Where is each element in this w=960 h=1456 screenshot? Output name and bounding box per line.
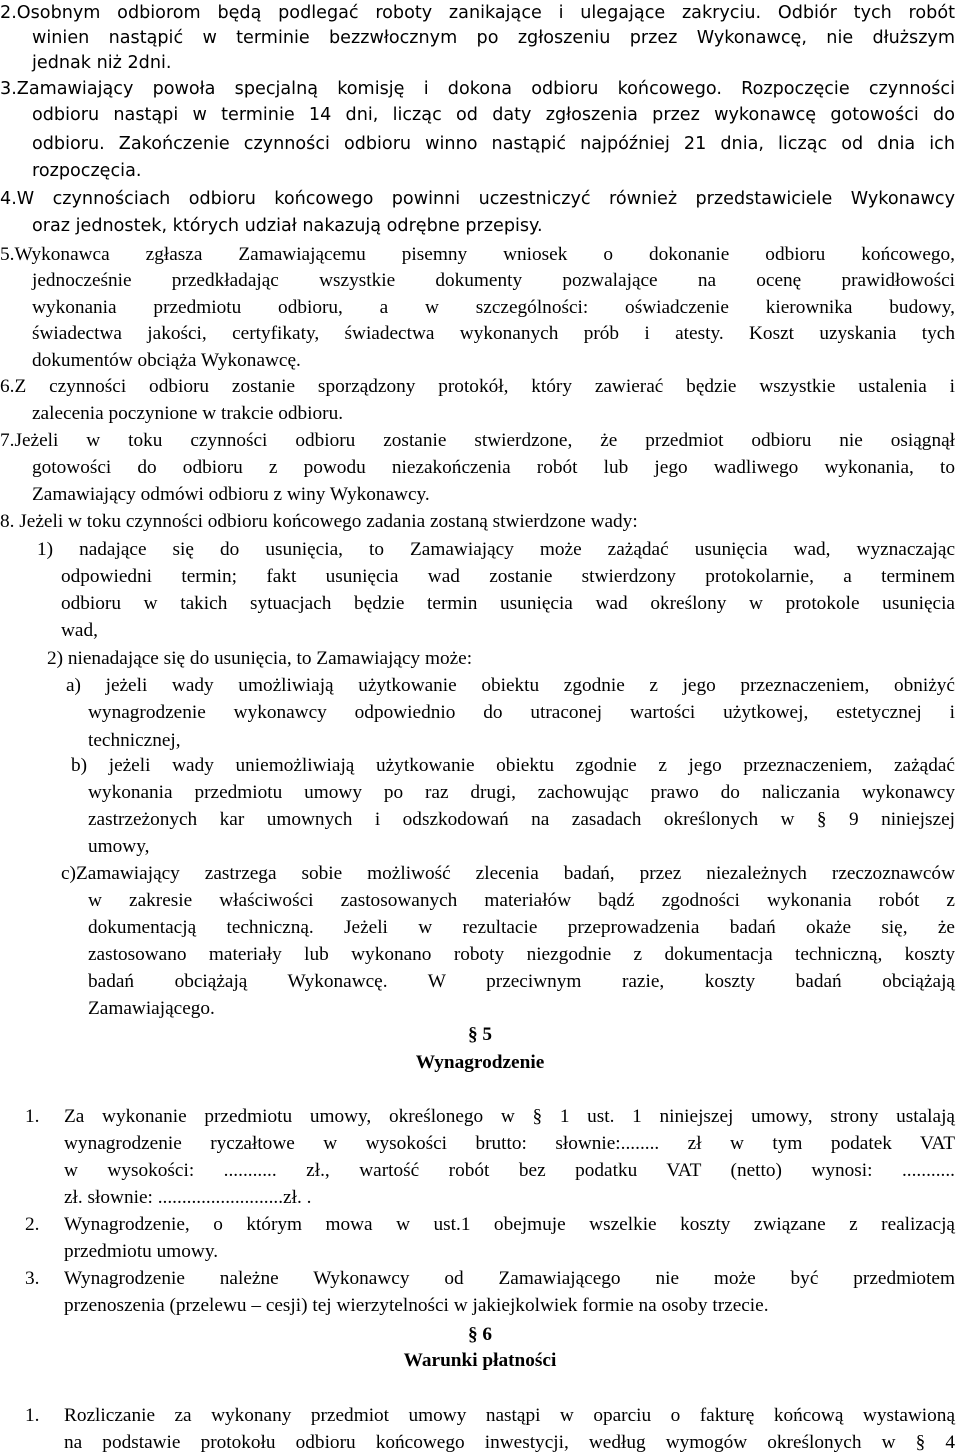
- s5-item-1-line-4: zł. słownie: ..........................zł. .: [64, 1187, 312, 1208]
- paragraph-2-line-1: 2.Osobnym odbiorom będą podlegać roboty zanikające i ulegające zakryciu. Odbiór tych robót: [0, 3, 955, 23]
- paragraph-3-line-3: odbioru. Zakończenie czynności odbioru winno nastąpić najpóźniej 21 dnia, licząc od dnia ich: [32, 134, 955, 154]
- item-c-line-4: zastosowano materiały lub wykonano roboty niezgodnie z dokumentacja techniczną, koszty: [88, 944, 955, 965]
- paragraph-5-line-5: dokumentów obciąża Wykonawcę.: [32, 350, 301, 371]
- s5-item-3-line-2: przenoszenia (przelewu – cesji) tej wierzytelności w jakiejkolwiek formie na osoby trzecie.: [64, 1295, 769, 1316]
- paragraph-3-line-2: odbioru nastąpi w terminie 14 dni, licząc od daty zgłoszenia przez wykonawcę gotowości do: [32, 105, 955, 125]
- paragraph-2-line-3: jednak niż 2dni.: [32, 53, 172, 73]
- s5-item-2-number: 2.: [25, 1214, 40, 1235]
- paragraph-4-line-2: oraz jednostek, których udział nakazują odrębne przepisy.: [32, 216, 543, 236]
- paragraph-8-intro: 8. Jeżeli w toku czynności odbioru końcowego zadania zostaną stwierdzone wady:: [0, 511, 638, 532]
- paragraph-6-line-1: 6.Z czynności odbioru zostanie sporządzony protokół, który zawierać będzie wszystkie ustalenia i: [0, 376, 955, 397]
- s6-item-1-line-2: na podstawie protokołu odbioru końcowego inwestycji, według wymogów określonych w § 4: [64, 1432, 955, 1453]
- item-a-line-1: a) jeżeli wady umożliwiają użytkowanie obiektu zgodnie z jego przeznaczeniem, obniżyć: [66, 675, 955, 696]
- item-1-line-4: wad,: [61, 620, 98, 641]
- paragraph-7-line-1: 7.Jeżeli w toku czynności odbioru zostanie stwierdzone, że przedmiot odbioru nie osiągnął: [0, 430, 955, 451]
- paragraph-5-line-2: jednocześnie przedkładając wszystkie dokumenty pozwalające na ocenę prawidłowości: [32, 270, 955, 291]
- item-b-line-3: zastrzeżonych kar umownych i odszkodowań na zasadach określonych w § 9 niniejszej: [88, 809, 955, 830]
- s5-item-3-line-1: Wynagrodzenie należne Wykonawcy od Zamawiającego nie może być przedmiotem: [64, 1268, 955, 1289]
- item-a-line-2: wynagrodzenie wykonawcy odpowiednio do utraconej wartości użytkowej, estetycznej i: [88, 702, 955, 723]
- item-c-line-1: c)Zamawiający zastrzega sobie możliwość zlecenia badań, przez niezależnych rzeczoznawców: [61, 863, 955, 884]
- paragraph-5-line-1: 5.Wykonawca zgłasza Zamawiającemu pisemny wniosek o dokonanie odbioru końcowego,: [0, 244, 955, 265]
- paragraph-7-line-2: gotowości do odbioru z powodu niezakończenia robót lub jego wadliwego wykonania, to: [32, 457, 955, 478]
- paragraph-3-line-4: rozpoczęcia.: [32, 161, 142, 181]
- s6-item-1-line-1: Rozliczanie za wykonany przedmiot umowy nastąpi w oparciu o fakturę końcową wystawioną: [64, 1405, 955, 1426]
- item-1-line-3: odbioru w takich sytuacjach będzie termin usunięcia wad określony w protokole usunięcia: [61, 593, 955, 614]
- item-b-line-1: b) jeżeli wady uniemożliwiają użytkowanie obiektu zgodnie z jego przeznaczeniem, zażądać: [71, 755, 955, 776]
- s5-item-1-line-2: wynagrodzenie ryczałtowe w wysokości brutto: słownie:........ zł w tym podatek VAT: [64, 1133, 955, 1154]
- paragraph-5-line-4: świadectwa jakości, certyfikaty, świadectwa wykonanych prób i atesty. Koszt uzyskania tych: [32, 323, 955, 344]
- item-c-line-2: w zakresie właściwości zastosowanych materiałów bądź zgodności wykonania robót z: [88, 890, 955, 911]
- paragraph-2-line-2: winien nastąpić w terminie bezzwłocznym po zgłoszeniu przez Wykonawcę, nie dłuższym: [32, 28, 955, 48]
- s5-item-2-line-1: Wynagrodzenie, o którym mowa w ust.1 obejmuje wszelkie koszty związane z realizacją: [64, 1214, 955, 1235]
- item-1-line-1: 1) nadające się do usunięcia, to Zamawiający może zażądać usunięcia wad, wyznaczając: [37, 539, 955, 560]
- section-6-number: § 6: [467, 1324, 493, 1345]
- item-a-line-3: technicznej,: [88, 730, 181, 751]
- s5-item-2-line-2: przedmiotu umowy.: [64, 1241, 219, 1262]
- s5-item-1-line-1: Za wykonanie przedmiotu umowy, określonego w § 1 ust. 1 niniejszej umowy, strony ustalają: [64, 1106, 955, 1127]
- item-c-line-3: dokumentacją techniczną. Jeżeli w rezultacie przeprowadzenia badań okaże się, że: [88, 917, 955, 938]
- s5-item-1-line-3: w wysokości: ........... zł., wartość robót bez podatku VAT (netto) wynosi: ...........: [64, 1160, 955, 1181]
- s6-item-1-number: 1.: [25, 1405, 40, 1426]
- paragraph-5-line-3: wykonania przedmiotu odbioru, a w szczególności: oświadczenie kierownika budowy,: [32, 297, 955, 318]
- section-6-title: Warunki płatności: [403, 1350, 557, 1371]
- section-5-number: § 5: [467, 1024, 493, 1045]
- paragraph-3-line-1: 3.Zamawiający powoła specjalną komisję i dokona odbioru końcowego. Rozpoczęcie czynności: [0, 79, 955, 99]
- s5-item-3-number: 3.: [25, 1268, 40, 1289]
- section-5-title: Wynagrodzenie: [415, 1052, 545, 1073]
- item-b-line-4: umowy,: [88, 836, 150, 857]
- item-2: 2) nienadające się do usunięcia, to Zamawiający może:: [47, 648, 473, 669]
- paragraph-7-line-3: Zamawiający odmówi odbioru z winy Wykonawcy.: [32, 484, 430, 505]
- item-1-line-2: odpowiedni termin; fakt usunięcia wad zostanie stwierdzony protokolarnie, a terminem: [61, 566, 955, 587]
- paragraph-6-line-2: zalecenia poczynione w trakcie odbioru.: [32, 403, 344, 424]
- item-c-line-5: badań obciążają Wykonawcę. W przeciwnym razie, koszty badań obciążają: [88, 971, 955, 992]
- item-b-line-2: wykonania przedmiotu umowy po raz drugi, zachowując prawo do naliczania wykonawcy: [88, 782, 955, 803]
- paragraph-4-line-1: 4.W czynnościach odbioru końcowego powinni uczestniczyć również przedstawiciele Wykonawcy: [0, 189, 955, 209]
- item-c-line-6: Zamawiającego.: [88, 998, 215, 1019]
- s5-item-1-number: 1.: [25, 1106, 40, 1127]
